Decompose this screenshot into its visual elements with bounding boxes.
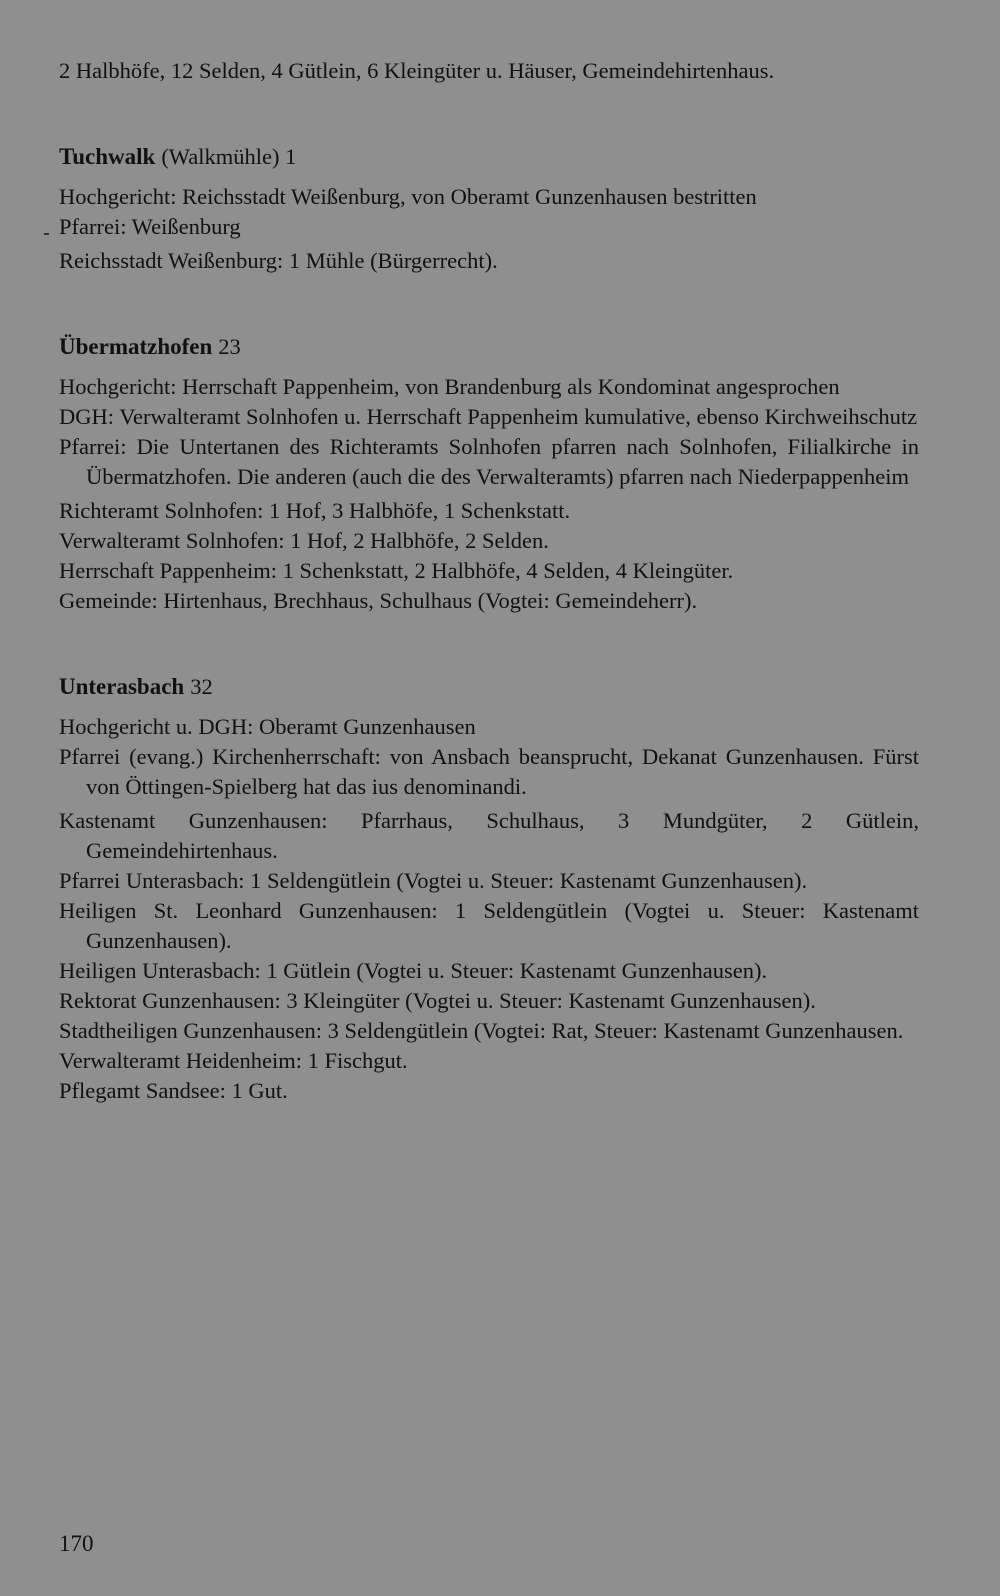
section-name: Übermatzhofen <box>59 334 213 359</box>
section-tuchwalk <box>59 142 919 276</box>
entry-paragraph: Hochgericht: Herrschaft Pappenheim, von Brandenburg als Kondominat angesprochen <box>59 374 840 399</box>
entry-paragraph: Reichsstadt Weißenburg: 1 Mühle (Bürgerrecht). <box>59 248 498 273</box>
entry-paragraph: Heiligen St. Leonhard Gunzenhausen: 1 Seldengütlein (Vogtei u. Steuer: Kastenamt Gunzenhausen). <box>59 898 919 953</box>
entry-paragraph: Richteramt Solnhofen: 1 Hof, 3 Halbhöfe, 1 Schenkstatt. <box>59 498 571 523</box>
section-uebermatzhofen <box>59 332 919 616</box>
entry-paragraph: Stadtheiligen Gunzenhausen: 3 Seldengütlein (Vogtei: Rat, Steuer: Kastenamt Gunzenhausen. <box>59 1018 904 1043</box>
entry-paragraph: Hochgericht u. DGH: Oberamt Gunzenhausen <box>59 714 476 739</box>
entry-paragraph: Verwalteramt Heidenheim: 1 Fischgut. <box>59 1048 408 1073</box>
section-heading <box>59 332 919 362</box>
section-number: 32 <box>190 674 213 699</box>
section-heading <box>59 142 919 172</box>
page-body <box>59 56 919 1106</box>
page-number: 170 <box>59 1531 94 1556</box>
entry-paragraph: DGH: Verwalteramt Solnhofen u. Herrschaft Pappenheim kumulative, ebenso Kirchweihschutz <box>59 404 918 429</box>
entry-paragraph: Kastenamt Gunzenhausen: Pfarrhaus, Schulhaus, 3 Mundgüter, 2 Gütlein, Gemeindehirtenhaus. <box>59 808 919 863</box>
entry-paragraph: Gemeinde: Hirtenhaus, Brechhaus, Schulhaus (Vogtei: Gemeindeherr). <box>59 588 698 613</box>
entry-paragraph: Pfarrei Unterasbach: 1 Seldengütlein (Vogtei u. Steuer: Kastenamt Gunzenhausen). <box>59 868 808 893</box>
section-name: Unterasbach <box>59 674 185 699</box>
entry-paragraph: Hochgericht: Reichsstadt Weißenburg, von Oberamt Gunzenhausen bestritten <box>59 184 757 209</box>
section-number: 23 <box>218 334 241 359</box>
entry-paragraph: Rektorat Gunzenhausen: 3 Kleingüter (Vogtei u. Steuer: Kastenamt Gunzenhausen). <box>59 988 816 1013</box>
entry-paragraph: Herrschaft Pappenheim: 1 Schenkstatt, 2 Halbhöfe, 4 Selden, 4 Kleingüter. <box>59 558 734 583</box>
entry-paragraph: Pfarrei (evang.) Kirchenherrschaft: von Ansbach beansprucht, Dekanat Gunzenhausen. Fürst von Öttingen-Spielberg hat das ius denominandi. <box>59 744 919 799</box>
entry-paragraph: Pfarrei: Weißenburg <box>59 214 241 239</box>
entry-paragraph: Pflegamt Sandsee: 1 Gut. <box>59 1078 288 1103</box>
entry-paragraph: Pfarrei: Die Untertanen des Richteramts Solnhofen pfarren nach Solnhofen, Filialkirche in Übermatzhofen. Die anderen (auch die des Verwalteramts) pfarren nach Niederpappenheim <box>59 434 919 489</box>
section-name: Tuchwalk <box>59 144 156 169</box>
margin-mark <box>44 233 49 235</box>
entry-paragraph: Heiligen Unterasbach: 1 Gütlein (Vogtei u. Steuer: Kastenamt Gunzenhausen). <box>59 958 768 983</box>
section-unterasbach <box>59 672 919 1106</box>
intro-paragraph: 2 Halbhöfe, 12 Selden, 4 Gütlein, 6 Kleingüter u. Häuser, Gemeindehirtenhaus. <box>59 58 775 83</box>
entry-paragraph: Verwalteramt Solnhofen: 1 Hof, 2 Halbhöfe, 2 Selden. <box>59 528 549 553</box>
section-number: (Walkmühle) 1 <box>161 144 297 169</box>
section-heading <box>59 672 919 702</box>
